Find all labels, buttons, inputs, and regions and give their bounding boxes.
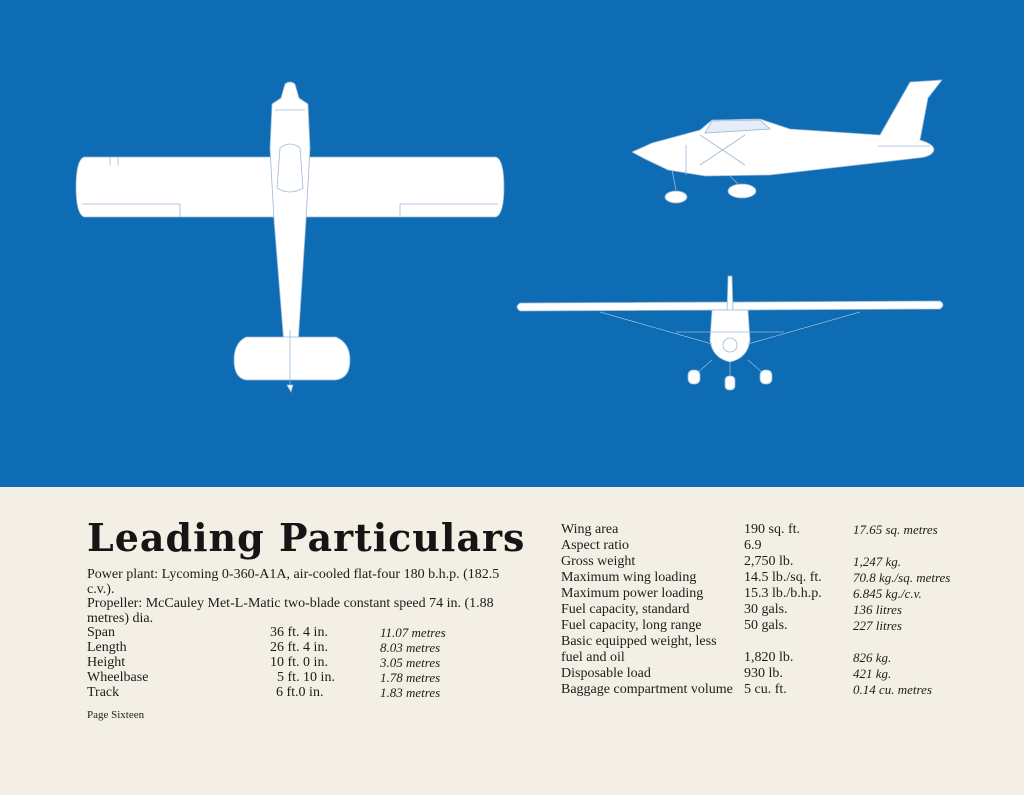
spec-label: Baggage compartment volume <box>561 682 733 697</box>
front-view <box>517 276 943 390</box>
power-plant-text: Power plant: Lycoming 0-360-A1A, air-cooled flat-four 180 b.h.p. (182.5 c.v.). <box>87 567 500 597</box>
spec-imperial: 1,820 lb. <box>744 650 794 665</box>
dimension-imperial: 26 ft. 4 in. <box>270 640 328 655</box>
spec-imperial: 14.5 lb./sq. ft. <box>744 570 822 585</box>
dimension-label: Height <box>87 655 126 670</box>
spec-label: Wing area <box>561 522 619 537</box>
spec-metric: 136 litres <box>853 602 902 617</box>
dimension-imperial: 36 ft. 4 in. <box>270 625 328 640</box>
dimension-label: Length <box>87 640 127 655</box>
spec-metric: 0.14 cu. metres <box>853 682 932 697</box>
page-number: Page Sixteen <box>87 709 145 721</box>
dimension-metric: 1.78 metres <box>380 670 441 685</box>
spec-label: Disposable load <box>561 666 651 681</box>
spec-metric: 227 litres <box>853 618 902 633</box>
propeller-text: Propeller: McCauley Met-L-Matic two-blade constant speed 74 in. (1.88 metres) dia. <box>87 596 494 626</box>
spec-label: Fuel capacity, long range <box>561 618 702 633</box>
dimension-imperial: 10 ft. 0 in. <box>270 655 328 670</box>
spec-imperial: 5 cu. ft. <box>744 682 787 697</box>
spec-label: Maximum wing loading <box>561 570 697 585</box>
spec-imperial: 930 lb. <box>744 666 783 681</box>
spec-label: Maximum power loading <box>561 586 704 601</box>
spec-metric: 17.65 sq. metres <box>853 522 938 537</box>
spec-imperial: 6.9 <box>744 538 762 553</box>
top-view <box>76 82 504 392</box>
spec-label: Aspect ratio <box>561 538 630 553</box>
spec-metric: 6.845 kg./c.v. <box>853 586 922 601</box>
dimension-metric: 11.07 metres <box>380 625 446 640</box>
spec-label: Fuel capacity, standard <box>561 602 690 617</box>
spec-metric: 70.8 kg./sq. metres <box>853 570 951 585</box>
side-view <box>632 80 942 203</box>
dimension-label: Wheelbase <box>87 670 149 685</box>
spec-imperial: 2,750 lb. <box>744 554 794 569</box>
spec-label: Gross weight <box>561 554 636 569</box>
spec-imperial: 190 sq. ft. <box>744 522 800 537</box>
spec-imperial: 50 gals. <box>744 618 788 633</box>
dimension-imperial: 5 ft. 10 in. <box>277 670 335 685</box>
spec-label: Basic equipped weight, less <box>561 634 717 649</box>
spec-imperial: 15.3 lb./b.h.p. <box>744 586 822 601</box>
page-title: Leading Particulars <box>87 515 526 560</box>
spec-imperial: 30 gals. <box>744 602 788 617</box>
dimension-metric: 1.83 metres <box>380 685 441 700</box>
dimension-metric: 3.05 metres <box>380 655 441 670</box>
spec-metric: 421 kg. <box>853 666 892 681</box>
dimension-metric: 8.03 metres <box>380 640 441 655</box>
dimension-imperial: 6 ft.0 in. <box>276 685 324 700</box>
spec-metric: 1,247 kg. <box>853 554 902 569</box>
dimension-label: Track <box>87 685 120 700</box>
spec-metric: 826 kg. <box>853 650 892 665</box>
spec-label: fuel and oil <box>561 650 625 665</box>
dimension-label: Span <box>87 625 115 640</box>
